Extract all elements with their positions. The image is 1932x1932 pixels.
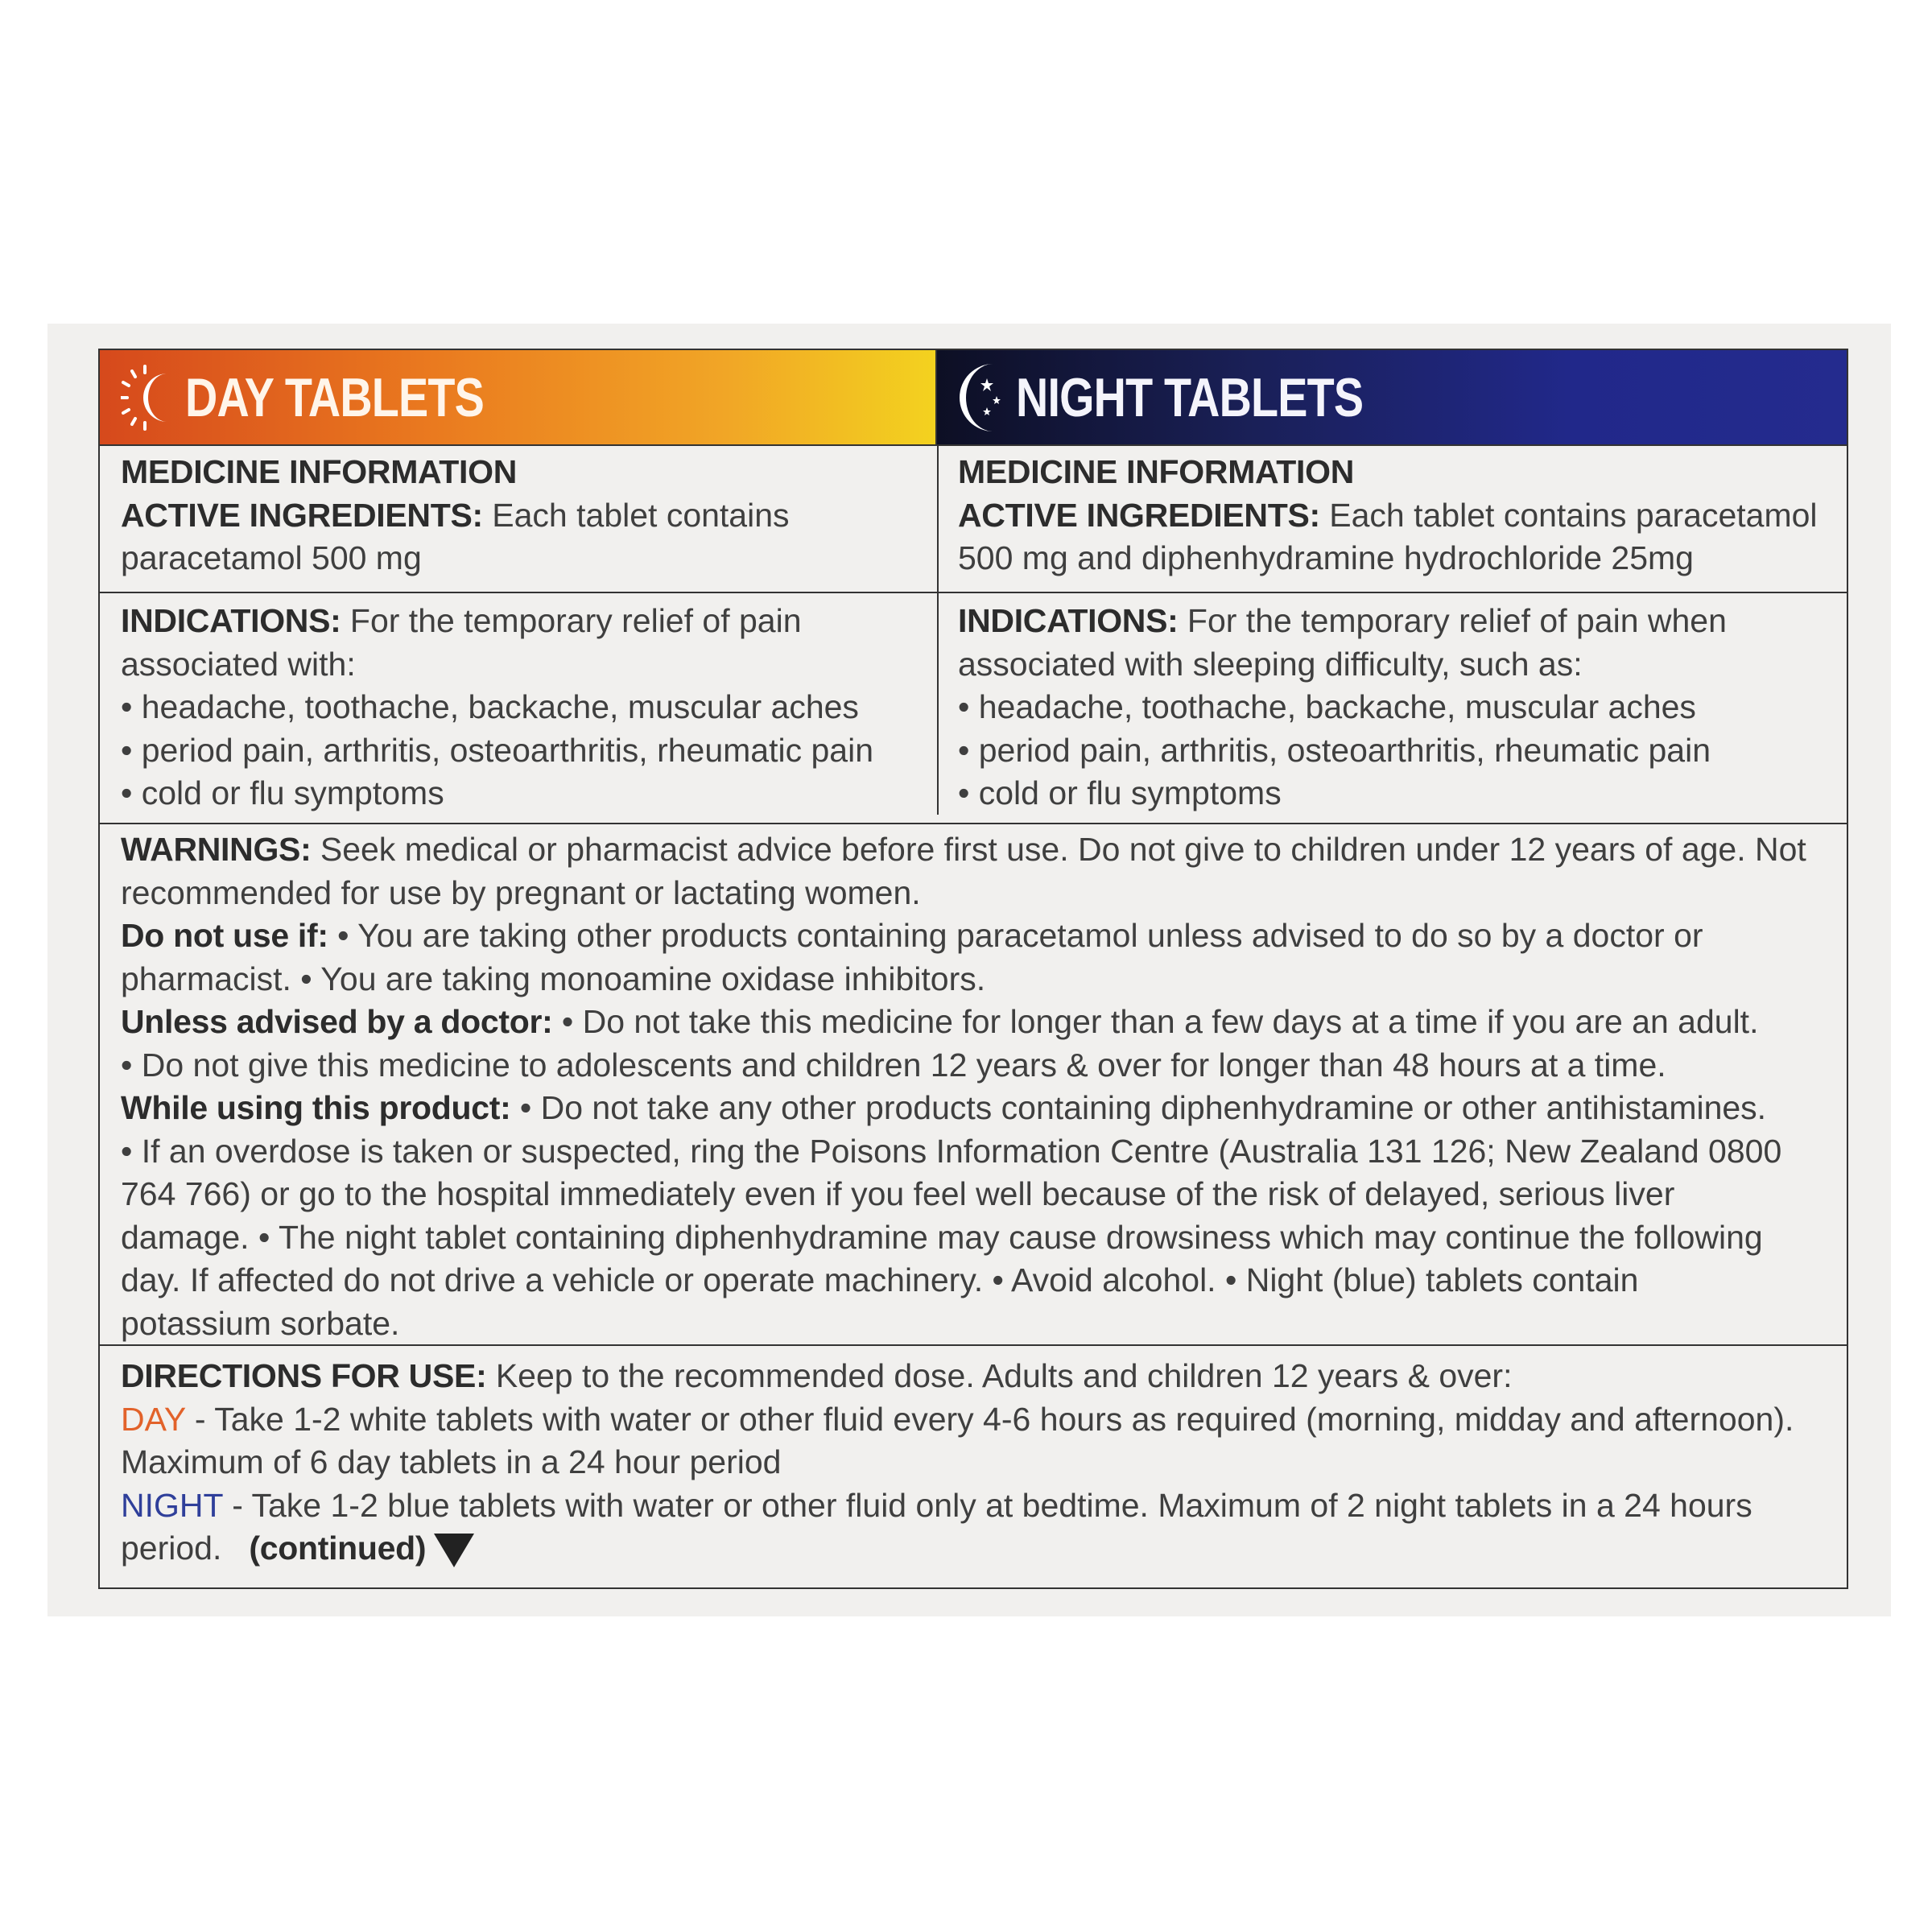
day-indications-text: For the temporary relief of pain	[341, 602, 802, 639]
warnings-text: Seek medical or pharmacist advice before first use. Do not give to children under 12 years of age. Not	[311, 831, 1806, 868]
day-indications-text-2: associated with:	[121, 645, 356, 683]
day-title: DAY TABLETS	[185, 366, 485, 428]
divider	[100, 592, 1847, 593]
warnings-label: WARNINGS:	[121, 831, 312, 868]
day-active-text: Each tablet contains	[482, 496, 790, 534]
night-indications	[937, 600, 1847, 815]
day-indications	[100, 600, 937, 815]
medicine-panel	[98, 349, 1848, 1589]
sun-icon	[121, 365, 174, 431]
triangle-down-icon	[434, 1534, 474, 1567]
list-item: • cold or flu symptoms	[121, 774, 444, 811]
do-not-use-text: pharmacist. • You are taking monoamine oxidase inhibitors.	[121, 960, 986, 997]
while-using-label: While using this product:	[121, 1089, 511, 1126]
warnings-text: recommended for use by pregnant or lactating women.	[121, 873, 921, 911]
do-not-use-text: • You are taking other products containing paracetamol unless advised to do so by a doctor or	[328, 917, 1703, 954]
night-directions-text: period.	[121, 1530, 222, 1567]
night-active-text: Each tablet contains paracetamol	[1319, 496, 1818, 534]
day-header	[100, 350, 937, 444]
day-directions-text: - Take 1-2 white tablets with water or other fluid every 4-6 hours as required (morning, midday and afternoon).	[185, 1400, 1794, 1438]
night-keyword: NIGHT	[121, 1486, 223, 1524]
night-indications-label: INDICATIONS:	[958, 602, 1179, 639]
do-not-use-label: Do not use if:	[121, 917, 328, 954]
list-item: • cold or flu symptoms	[958, 774, 1282, 811]
night-active-label: ACTIVE INGREDIENTS:	[958, 496, 1320, 534]
divider	[100, 1344, 1847, 1346]
day-indications-label: INDICATIONS:	[121, 602, 341, 639]
while-using-text: 764 766) or go to the hospital immediately even if you feel well because of the risk of delayed, serious liver	[121, 1175, 1675, 1212]
unless-advised-label: Unless advised by a doctor:	[121, 1003, 553, 1040]
unless-advised-text: • Do not take this medicine for longer than a few days at a time if you are an adult.	[552, 1003, 1759, 1040]
continued-label: (continued)	[249, 1530, 427, 1567]
warnings-section	[100, 828, 1847, 1345]
while-using-text: • Do not take any other products containing diphenhydramine or other antihistamines.	[510, 1089, 1767, 1126]
directions-section	[100, 1355, 1847, 1571]
directions-text: Keep to the recommended dose. Adults and children 12 years & over:	[486, 1357, 1513, 1394]
night-directions-text: - Take 1-2 blue tablets with water or other fluid only at bedtime. Maximum of 2 night tablets in a 24 hours	[222, 1486, 1752, 1524]
while-using-text: • If an overdose is taken or suspected, ring the Poisons Information Centre (Australia 131 126; New Zealand 0800	[121, 1132, 1782, 1170]
night-title: NIGHT TABLETS	[1016, 366, 1364, 428]
info-card	[47, 324, 1891, 1616]
night-indications-text: For the temporary relief of pain when	[1178, 602, 1727, 639]
day-active-label: ACTIVE INGREDIENTS:	[121, 496, 483, 534]
night-medicine-info-heading: MEDICINE INFORMATION	[958, 453, 1355, 490]
day-directions-text: Maximum of 6 day tablets in a 24 hour period	[121, 1443, 782, 1480]
list-item: • period pain, arthritis, osteoarthritis, rheumatic pain	[121, 731, 874, 769]
divider	[100, 444, 1847, 446]
divider	[100, 823, 1847, 824]
day-keyword: DAY	[121, 1400, 186, 1438]
list-item: • headache, toothache, backache, muscular aches	[121, 688, 859, 725]
night-active-text-2: 500 mg and diphenhydramine hydrochloride 25mg	[958, 539, 1694, 576]
while-using-text: damage. • The night tablet containing diphenhydramine may cause drowsiness which may continue the following	[121, 1218, 1763, 1256]
directions-label: DIRECTIONS FOR USE:	[121, 1357, 487, 1394]
moon-stars-icon	[956, 361, 1006, 435]
night-header	[937, 350, 1847, 444]
list-item: • period pain, arthritis, osteoarthritis, rheumatic pain	[958, 731, 1711, 769]
list-item: • headache, toothache, backache, muscular aches	[958, 688, 1696, 725]
day-active-text-2: paracetamol 500 mg	[121, 539, 422, 576]
unless-advised-text: • Do not give this medicine to adolescents and children 12 years & over for longer than 48 hours at a time.	[121, 1046, 1666, 1084]
night-indications-text-2: associated with sleeping difficulty, such as:	[958, 645, 1583, 683]
night-medicine-info	[937, 451, 1847, 580]
day-medicine-info	[100, 451, 937, 580]
day-medicine-info-heading: MEDICINE INFORMATION	[121, 453, 518, 490]
while-using-text: day. If affected do not drive a vehicle or operate machinery. • Avoid alcohol. • Night (blue) tablets contain	[121, 1261, 1639, 1298]
while-using-text: potassium sorbate.	[121, 1304, 400, 1342]
